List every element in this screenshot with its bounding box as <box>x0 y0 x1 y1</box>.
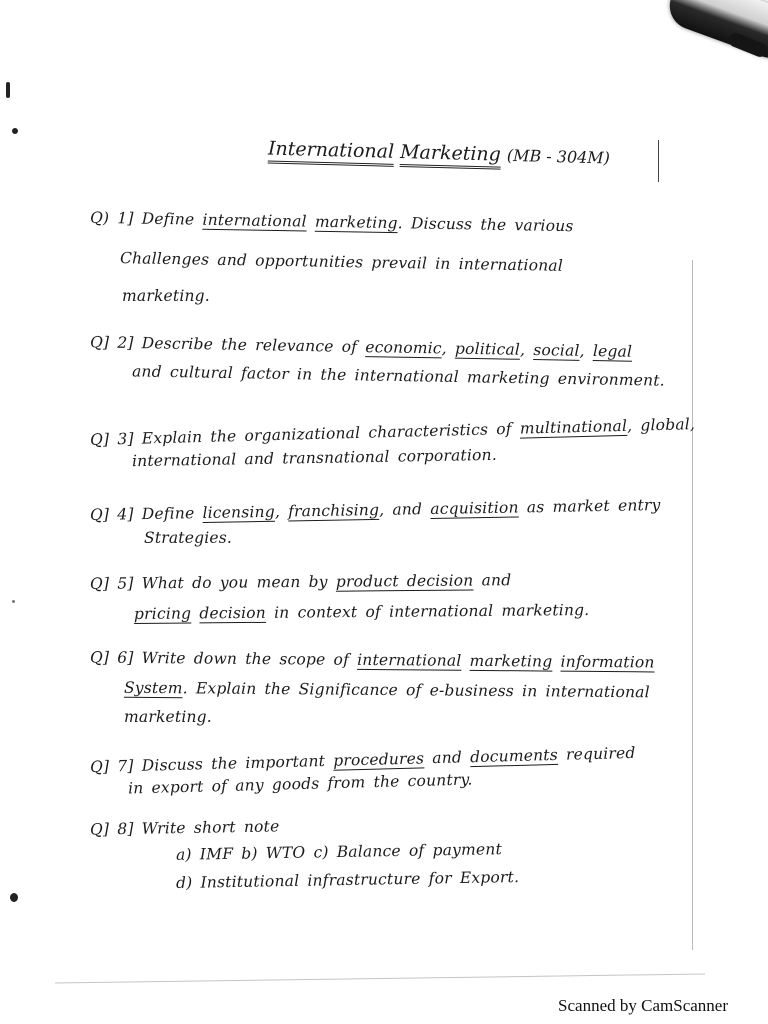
keyword: multinational <box>519 416 628 438</box>
q6-line2: System. Explain the Significance of e-business in international <box>123 678 650 702</box>
scan-speck <box>12 600 15 603</box>
q8-line1: Q] 8] Write short note <box>89 817 280 839</box>
q4-line2: Strategies. <box>144 529 233 547</box>
paper-edge-bottom <box>55 973 705 983</box>
keyword: System <box>123 678 183 698</box>
keyword: political <box>454 339 521 359</box>
q2-line1: Q] 2] Describe the relevance of economic, political, social, legal <box>89 333 633 361</box>
keyword: franchising <box>287 500 380 521</box>
q1-line3: marketing. <box>122 287 210 305</box>
page-title <box>268 138 610 169</box>
title-part1: International <box>268 138 395 167</box>
q7-line2: in export of any goods from the country. <box>127 770 473 798</box>
q3-line1: Q] 3] Explain the organizational characteristics of multinational, global, <box>89 415 696 449</box>
q1-line1: Q) 1] Define international marketing. Discuss the various <box>89 208 574 236</box>
margin-mark <box>658 140 659 182</box>
q8-line3: d) Institutional infrastructure for Export. <box>175 868 520 892</box>
scan-speck <box>6 82 10 98</box>
title-part2: Marketing <box>400 141 501 170</box>
q5-line2: pricing decision in context of international marketing. <box>133 601 590 623</box>
keyword: international <box>202 210 307 231</box>
q4-line1: Q] 4] Define licensing, franchising, and acquisition as market entry <box>89 496 661 524</box>
keyword: documents <box>469 745 559 767</box>
q8-line2: a) IMF b) WTO c) Balance of payment <box>175 840 503 864</box>
scan-speck <box>10 893 18 902</box>
q3-line2: international and transnational corporation. <box>131 445 498 471</box>
q6-line1: Q] 6] Write down the scope of international marketing information <box>89 648 655 672</box>
keyword: acquisition <box>430 498 519 519</box>
scanner-watermark: Scanned by CamScanner <box>558 996 728 1015</box>
keyword: legal <box>592 342 633 361</box>
q1-line2: Challenges and opportunities prevail in international <box>119 249 564 275</box>
course-code: (MB - 304M) <box>506 145 611 168</box>
q5-line1: Q] 5] What do you mean by product decision and <box>89 571 512 593</box>
keyword: licensing <box>202 502 276 523</box>
keyword: pricing <box>133 604 192 623</box>
paper-edge-right <box>692 260 693 950</box>
keyword: economic <box>365 338 442 358</box>
scan-speck <box>12 128 18 134</box>
keyword: information <box>560 652 655 672</box>
keyword: procedures <box>332 749 425 770</box>
keyword: product decision <box>335 571 474 591</box>
keyword: decision <box>199 603 267 623</box>
q7-line1: Q] 7] Discuss the important procedures and documents required <box>89 743 636 777</box>
keyword: international <box>357 650 462 670</box>
keyword: social <box>533 341 580 360</box>
q6-line3: marketing. <box>124 708 212 726</box>
pen-artifact <box>663 0 768 65</box>
keyword: marketing <box>314 212 398 233</box>
keyword: marketing <box>469 651 553 671</box>
q2-line2: and cultural factor in the international marketing environment. <box>131 362 666 390</box>
